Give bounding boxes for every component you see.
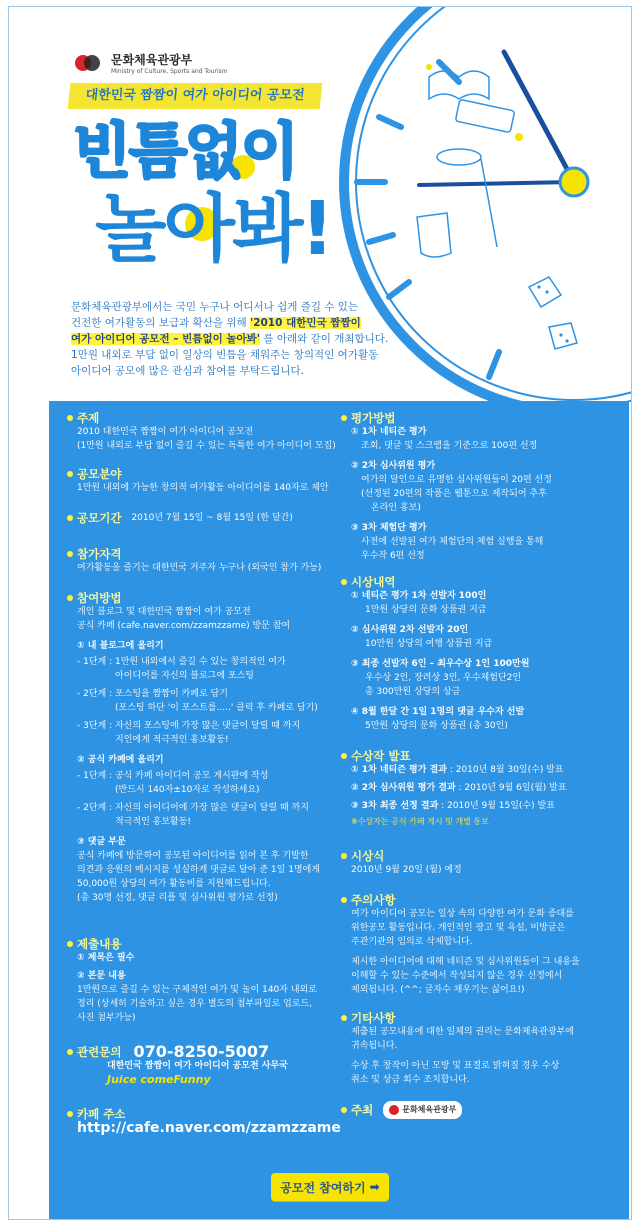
section-title: 제출내용 <box>77 937 122 951</box>
section-cafe <box>67 1107 341 1136</box>
section-method: 참여방법 개인 블로그 및 대한민국 짬짬이 여가 공모전 공식 카페 (cafe.naver.com/zzamzzame) 방문 참여 ① 내 블로그에 올리기 - 1단계 : 1만원 내외에서 즐길 수 있는 창의적인 여가 아이디어를 자신의 블로그에 포스팅 - 2단계 : 포스팅을 짬짬이 카페로 담기 (포스팅 하단 '이 포스트를.....' 클릭 후 카페로 담기) - 3단계 : 자신의 포스팅에 가장 많은 댓글이 달릴 때 까지 지인에게 적극적인 홍보활동! ② 공식 카페에 올리기 - 1단계 : 공식 카페 아이디어 공모 게시판에 작성 (반드시 140자±10자로 작성하세요) - 2단계 : 자신의 아이디어에 가장 많은 댓글이 달릴 때 까지 적극적인 홍보활동! ③ 댓글 부문 공식 카페에 방문하여 공모된 아이디어를 읽어 본 후 기발한 의견과 응원의 메시지를 성실하게 댓글로 달아 준 1일 1명에게 50,000원 상당의 여가 활동비를 지원해드립니다. (총 30명 선정, 댓글 리플 및 심사위원 평가로 선정) <box>67 591 337 905</box>
section-etc: 기타사항 제출된 공모내용에 대한 일체의 권리는 문화체육관광부에 귀속됩니다. 수상 후 창작이 아닌 모방 및 표절로 밝혀질 경우 수상 취소 및 상금 회수 조치합니다. <box>341 1011 621 1087</box>
bullet-icon <box>341 415 347 421</box>
contest-ribbon: 대한민국 짬짬이 여가 아이디어 공모전 <box>68 83 323 109</box>
section-field: 공모분야 1만원 내외에 가능한 창의적 여가활동 아이디어를 140자로 제안 <box>67 467 337 495</box>
section-ceremony: 시상식 2010년 9월 20일 (월) 예정 <box>341 849 621 877</box>
section-title: 시상식 <box>351 849 385 863</box>
office-name: 대한민국 짬짬이 여가 아이디어 공모전 사무국 <box>107 1061 288 1071</box>
bullet-icon <box>67 1049 73 1055</box>
section-title: 관련문의 <box>77 1045 122 1059</box>
section-title: 공모분야 <box>77 467 122 481</box>
ministry-emblem-icon <box>389 1105 399 1115</box>
section-title: 주제 <box>77 411 100 425</box>
brand-logo: Juice comeFunny <box>107 1073 211 1086</box>
headline-line2: 놀아봐! <box>95 186 332 272</box>
section-title: 공모기간 <box>77 511 122 525</box>
section-title: 기타사항 <box>351 1011 396 1025</box>
period-value: 2010년 7월 15일 ~ 8월 15일 (한 달간) <box>131 513 293 523</box>
section-submit: 제출내용 ① 제목은 필수 ② 본문 내용 1만원으로 즐길 수 있는 구체적인 여가 및 놀이 140자 내외로 정리 (상세히 기술하고 싶은 경우 별도의 첨부파일로 업로드, 사진 첨부가능) <box>67 937 337 1025</box>
intro-paragraph <box>71 299 431 379</box>
contact-phone: 070-8250-5007 <box>133 1042 270 1061</box>
info-panel <box>49 401 629 1220</box>
section-contact <box>67 1042 337 1087</box>
section-awards: 시상내역 ① 네티즌 평가 1차 선발자 100인 1만원 상당의 문화 상품권 지급 ② 심사위원 2차 선발자 20인 10만원 상당의 여행 상품권 지급 ③ 최종 선발자 6인 – 최우수상 1인 100만원 우수상 2인, 장려상 3인, 우수체험단2인 총 300만원 상당의 상금 ④ 8월 한달 간 1일 1명의 댓글 우수자 선발 5만원 상당의 문화 상품권 (총 30인) <box>341 575 621 733</box>
cafe-url-link[interactable]: http://cafe.naver.com/zzamzzame <box>77 1120 341 1136</box>
section-host <box>341 1101 621 1119</box>
intro-highlight: '2010 대한민국 짬짬이 <box>249 317 361 329</box>
ministry-logo <box>75 51 228 75</box>
bullet-icon <box>67 551 73 557</box>
bullet-icon <box>341 753 347 759</box>
bullet-icon <box>67 1111 73 1117</box>
intro-line: 1만원 내외로 부담 없이 일상의 빈틈을 채워주는 창의적인 여가활동 <box>71 349 379 361</box>
section-period <box>67 511 337 525</box>
intro-line: 아이디어 공모에 많은 관심과 참여를 부탁드립니다. <box>71 365 305 377</box>
section-title: 평가방법 <box>351 411 396 425</box>
ministry-subtitle: Ministry of Culture, Sports and Tourism <box>111 68 228 75</box>
arrow-right-icon: ➡ <box>369 1180 380 1194</box>
bullet-icon <box>67 515 73 521</box>
ministry-emblem-icon <box>75 53 105 73</box>
intro-line: 여가 아이디어 공모전 – 빈틈없이 놀아봐' 를 아래와 같이 개최합니다. <box>71 333 389 345</box>
section-eval: 평가방법 ① 1차 네티즌 평가 조회, 댓글 및 스크랩을 기준으로 100편 선정 ② 2차 심사위원 평가 여가의 달인으로 유명한 심사위원들이 20편 선정 (선정된 20편의 작품은 웹툰으로 제작되어 추후 온라인 홍보) ③ 3차 체험단 평가 사전에 선발된 여가 체험단의 체험 실행을 통해 우수작 6편 선정 <box>341 411 621 563</box>
section-theme: 주제 2010 대한민국 짬짬이 여가 아이디어 공모전 (1만원 내외로 부담 없이 즐길 수 있는 독특한 여가 아이디어 모집) <box>67 411 337 453</box>
bullet-icon <box>67 471 73 477</box>
section-title: 카페 주소 <box>77 1107 126 1121</box>
section-winners: 수상작 발표 ① 1차 네티즌 평가 결과 : 2010년 8월 30일(수) 발표 ② 2차 심사위원 평가 결과 : 2010년 9월 6일(월) 발표 ③ 3차 최종 선정 결과 : 2010년 9월 15일(수) 발표 ※수상자는 공식 카페 게시 및 개별 통보 <box>341 749 621 829</box>
intro-line: 문화체육관광부에서는 국민 누구나 어디서나 쉽게 즐길 수 있는 <box>71 301 359 313</box>
section-eligibility: 참가자격 여가활동을 즐기는 대한민국 거주자 누구나 (외국인 참가 가능) <box>67 547 337 575</box>
section-notice: 주의사항 여가 아이디어 공모는 일상 속의 다양한 여가 문화 증대를 위한공모 활동입니다. 개인적인 광고 및 욕설, 비방글은 주관기관의 임의로 삭제합니다. 제시한 아이디어에 대해 네티즌 및 심사위원들이 그 내용을 이해할 수 있는 수준에서 작성되지 않은 경우 선정에서 제외됩니다. (^^; 글자수 채우기는 싫어요!) <box>341 893 621 997</box>
ministry-name: 문화체육관광부 <box>111 53 193 67</box>
bullet-icon <box>67 941 73 947</box>
section-title: 참가자격 <box>77 547 122 561</box>
headline-line1: 빈틈없이 <box>73 117 297 187</box>
intro-line: 건전한 여가활동의 보급과 확산을 위해 '2010 대한민국 짬짬이 <box>71 317 361 329</box>
bullet-icon <box>341 579 347 585</box>
page-frame <box>8 6 632 1220</box>
section-title: 시상내역 <box>351 575 396 589</box>
section-title: 수상작 발표 <box>351 749 411 763</box>
winners-note: ※수상자는 공식 카페 게시 및 개별 통보 <box>351 817 489 826</box>
bullet-icon <box>341 1015 347 1021</box>
bullet-icon <box>341 897 347 903</box>
join-contest-button[interactable]: 공모전 참여하기 ➡ <box>271 1173 389 1201</box>
section-title: 주의사항 <box>351 893 396 907</box>
section-title: 참여방법 <box>77 591 122 605</box>
section-title: 주최 <box>351 1103 374 1117</box>
bullet-icon <box>341 1107 347 1113</box>
bullet-icon <box>341 853 347 859</box>
intro-highlight: 여가 아이디어 공모전 – 빈틈없이 놀아봐' <box>71 333 261 345</box>
host-logo: 문화체육관광부 <box>383 1101 462 1119</box>
bullet-icon <box>67 415 73 421</box>
bullet-icon <box>67 595 73 601</box>
